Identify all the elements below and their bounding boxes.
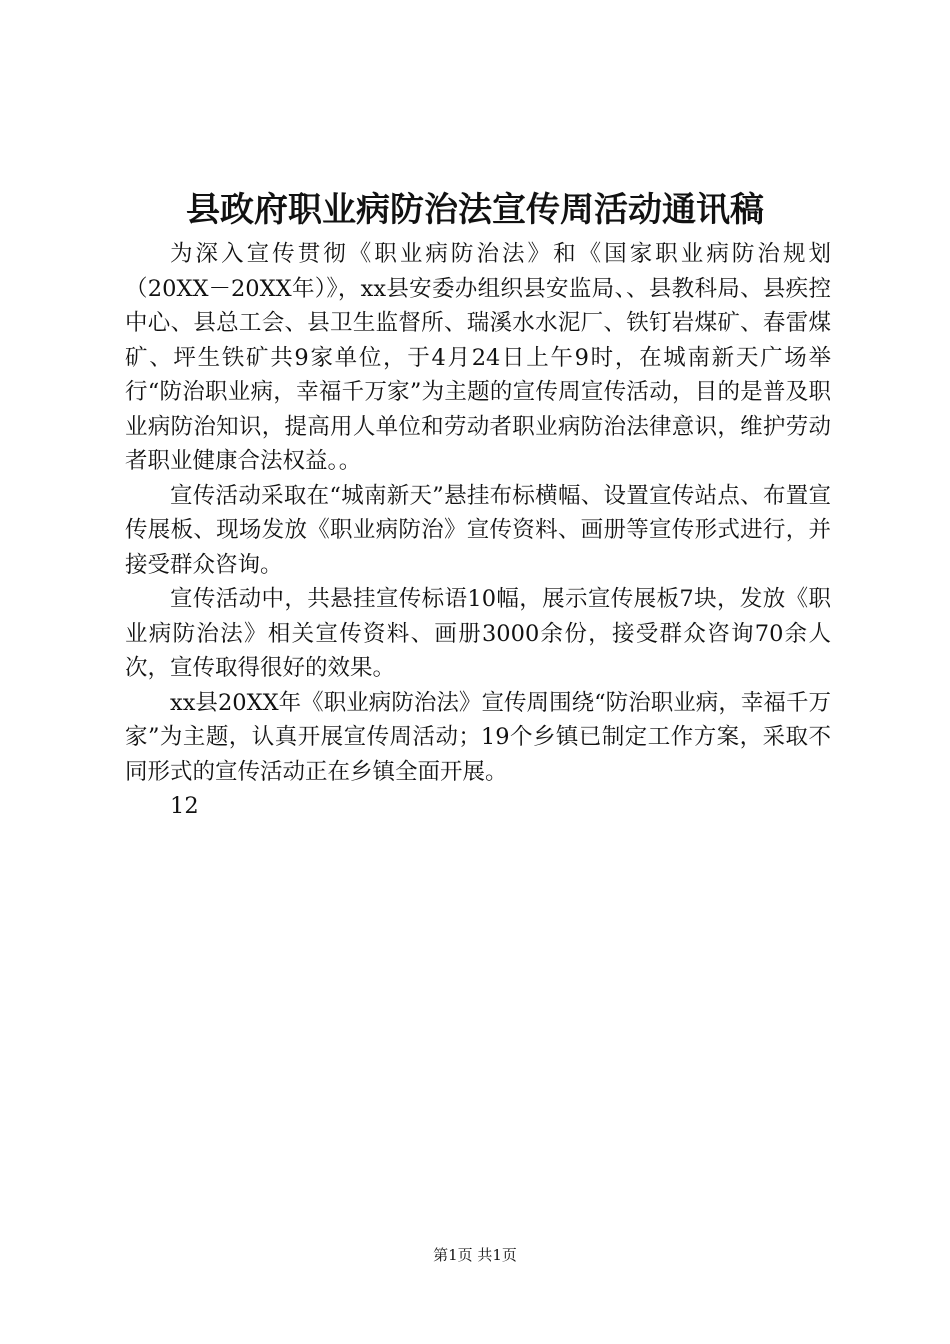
document-body (125, 237, 831, 824)
paragraph-1: 为深入宣传贯彻《职业病防治法》和《国家职业病防治规划（20XX－20XX年）》，xx县安委办组织县安监局、、县教科局、县疾控中心、县总工会、县卫生监督所、瑞溪水水泥厂、铁钉岩煤矿、春雷煤矿、坪生铁矿共9家单位，于4月24日上午9时，在城南新天广场举行“防治职业病，幸福千万家”为主题的宣传周宣传活动，目的是普及职业病防治知识，提高用人单位和劳动者职业病防治法律意识，维护劳动者职业健康合法权益。。 (125, 241, 831, 474)
paragraph-4: xx县20XX年《职业病防治法》宣传周围绕“防治职业病，幸福千万家”为主题，认真开展宣传周活动；19个乡镇已制定工作方案，采取不同形式的宣传活动正在乡镇全面开展。 (125, 689, 831, 785)
paragraph-2: 宣传活动采取在“城南新天”悬挂布标横幅、设置宣传站点、布置宣传展板、现场发放《职业病防治》宣传资料、画册等宣传形式进行，并接受群众咨询。 (125, 482, 831, 578)
document-title: 县政府职业病防治法宣传周活动通讯稿 (186, 190, 764, 230)
paragraph-5: 12 (170, 793, 199, 819)
page-footer: 第1页 共1页 (433, 1246, 517, 1264)
paragraph-3: 宣传活动中，共悬挂宣传标语10幅，展示宣传展板7块，发放《职业病防治法》相关宣传资料、画册3000余份，接受群众咨询70余人次，宣传取得很好的效果。 (125, 586, 831, 681)
